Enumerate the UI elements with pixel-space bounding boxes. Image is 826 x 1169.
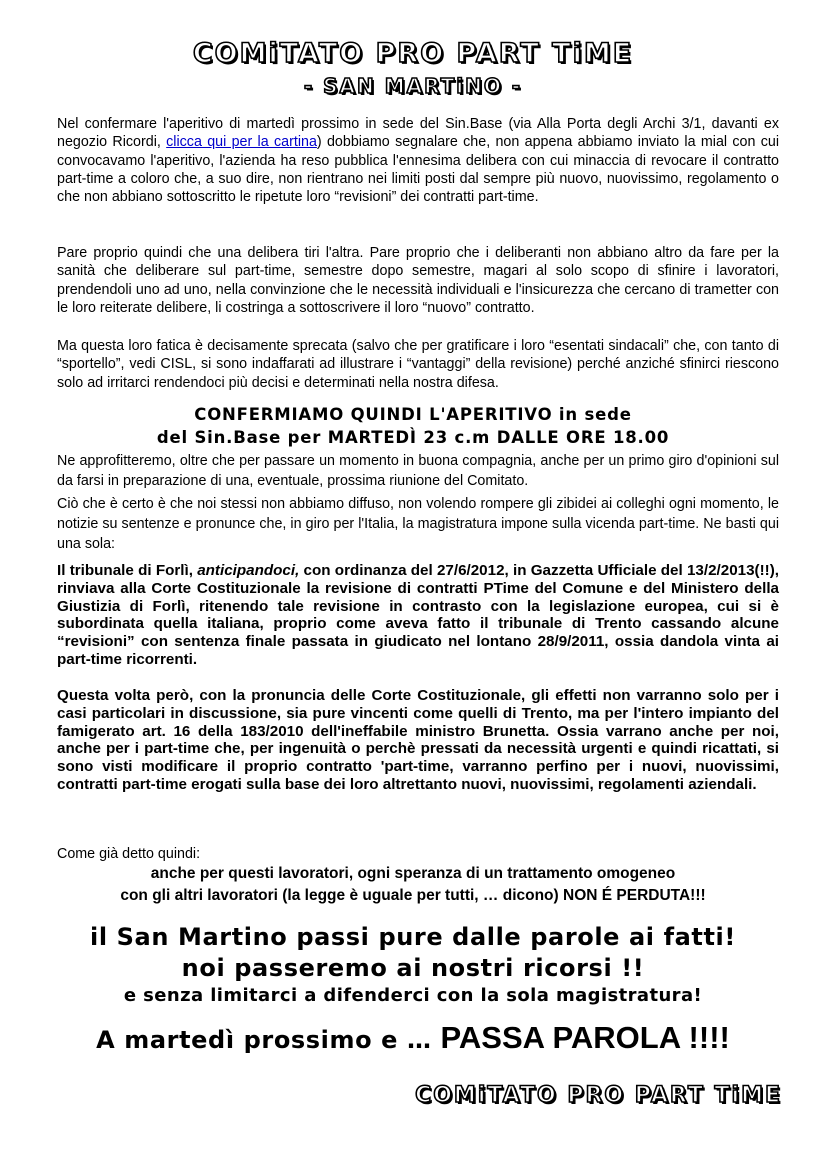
paragraph-forli — [57, 562, 779, 669]
map-link[interactable]: clicca qui per la cartina — [166, 134, 317, 151]
page-title: COMiTATO PRO PART TiME — [192, 38, 634, 69]
forli-text-rest: con ordinanza del 27/6/2012, in Gazzetta Ufficiale del 13/2/2013(!!), rinviava alla Corte Costituzionale la revisione di contratti PTime del Comune e del Ministero della Giustizia di Forlì, ritenendo tale revisione in contrasto con la legislazione europea, cui si è subordinata quella italiana, proprio come aveva fatto il tribunale di Trento cassando alcune “revisioni” con sentenza finale passata in giudicato nel lontano 28/9/2011, ossia dandola vinta ai part-time ricorrenti. — [57, 562, 779, 668]
paragraph-corte: Questa volta però, con la pronuncia delle Corte Costituzionale, gli effetti non varranno solo per i casi particolari in discussione, sia pure vincenti come quelli di Trento, ma per l'intero impianto del famigerato art. 16 della 183/2010 dell'ineffabile ministro Brunetta. Ossia varrano anche per noi, anche per i part-time che, per ingenuità o perchè pressati da necessità urgenti e quindi ricattati, si sono visti modificare il proprio contratto 'part-time, varranno perfino per i nuovi, nuovissimi, contratti part-time erogati sulla base dei loro altrettanto nuovi, nuovissimi, regolamenti aziendali. — [57, 687, 779, 793]
slogan-line-2: noi passeremo ai nostri ricorsi !! — [181, 954, 645, 982]
hope-line-2: con gli altri lavoratori (la legge è uguale per tutti, … dicono) NON É PERDUTA!!! — [120, 887, 706, 904]
intro-text-end: ) dobbiamo segnalare che, non appena abbiamo inviato la mial con cui convocavamo l'aperitivo, l'azienda ha reso pubblica l'ennesima delibera con cui minaccia di revocare il contratto part-time a coloro che, a suo dire, non rientrano nei limiti posti dal sempre più nuovo, nuovissimo, regolamento o che non abbiano sottoscritto le ripetute loro “revisioni” dei contratti part-time. — [57, 134, 779, 206]
slogan-line-4-start: A martedì prossimo e … — [96, 1026, 441, 1054]
paragraph-fatica: Ma questa loro fatica è decisamente sprecata (salvo che per gratificare i loro “esentati sindacali” che, con tanto di “sportello”, vedi CISL, si sono indaffarati ad illustrare i “vantaggi” della revisione) perché anziché sfinirci riescono solo ad irritarci rendendoci più decisi e determinati nella nostra difesa. — [57, 338, 779, 391]
passa-parola: PASSA PAROLA !!!! — [440, 1020, 730, 1055]
intro-paragraph — [57, 115, 779, 206]
confirm-line-1: CONFERMIAMO QUINDI L'APERITIVO in sede — [194, 405, 632, 424]
signature: COMiTATO PRO PART TiME — [415, 1083, 782, 1108]
intro-text-start: Nel confermare l'aperitivo di martedì prossimo in sede del Sin.Base (via Alla Porta degli Archi 3/1, davanti ex negozio Ricordi, — [57, 116, 779, 151]
page-subtitle: - SAN MARTiNO - — [303, 74, 523, 98]
confirm-line-2: del Sin.Base per MARTEDÌ 23 c.m DALLE ORE 18.00 — [156, 428, 670, 447]
forli-text-italic: anticipandoci, — [197, 562, 300, 579]
paragraph-approfitteremo: Ne approfitteremo, oltre che per passare un momento in buona compagnia, anche per un primo giro d'opinioni sul da farsi in preparazione di una, eventuale, prossima riunione del Comitato. — [57, 453, 779, 489]
slogan-line-4 — [0, 1020, 826, 1056]
hope-line-1: anche per questi lavoratori, ogni speranza di un trattamento omogeneo — [150, 865, 676, 882]
paragraph-certo: Ciò che è certo è che noi stessi non abbiamo diffuso, non volendo rompere gli zibidei ai colleghi ogni momento, le notizie su sentenze e pronunce che, in giro per l'Italia, la magistratura impone sulla vicenda part-time. Ne basti qui una sola: — [57, 496, 779, 552]
slogan-line-1: il San Martino passi pure dalle parole ai fatti! — [90, 923, 736, 951]
paragraph-delibere: Pare proprio quindi che una delibera tiri l'altra. Pare proprio che i deliberanti non abbiano altro da fare per la sanità che deliberare sul part-time, semestre dopo semestre, magari al solo scopo di sfinire i lavoratori, prendendoli uno ad uno, nella convinzione che le necessità individuali e l'insicurezza che cercano di trametter con le loro reiterate delibere, li costringa a sottoscrivere il loro “nuovo” contratto. — [57, 245, 779, 316]
forli-text-start: Il tribunale di Forlì, — [57, 562, 198, 579]
paragraph-come-gia: Come già detto quindi: — [57, 846, 201, 862]
slogan-line-3: e senza limitarci a difenderci con la sola magistratura! — [123, 985, 703, 1006]
